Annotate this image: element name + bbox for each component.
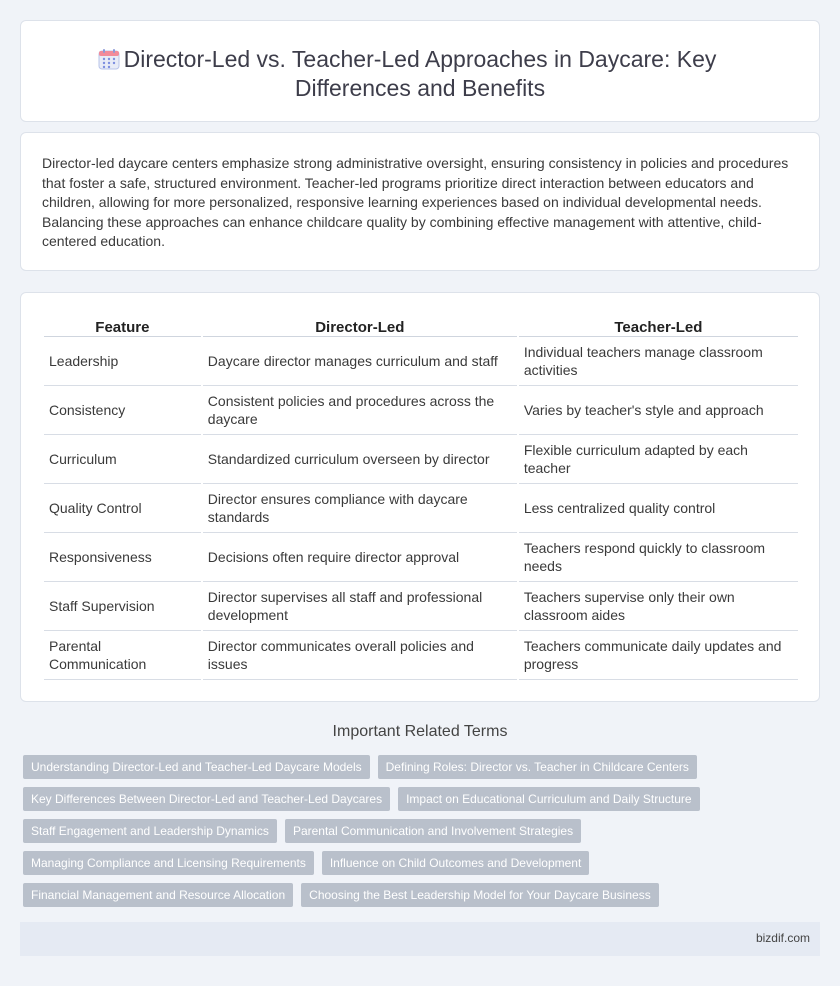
teacher-led-cell: Varies by teacher's style and approach [519,386,798,435]
teacher-led-cell: Teachers supervise only their own classroom aides [519,582,798,631]
site-name[interactable]: bizdif.com [755,931,810,945]
director-led-cell: Decisions often require director approval [203,533,517,582]
table-header-row [44,315,798,337]
teacher-led-cell: Teachers communicate daily updates and progress [519,631,798,680]
feature-cell: Leadership [44,337,201,386]
related-term-tag[interactable]: Financial Management and Resource Allocation [23,883,293,907]
page-title: Director-Led vs. Teacher-Led Approaches in Daycare: Key Differences and Benefits [123,46,717,101]
table-row [44,582,798,631]
director-led-cell: Daycare director manages curriculum and staff [203,337,517,386]
feature-cell: Curriculum [44,435,201,484]
director-led-cell: Director supervises all staff and professional development [203,582,517,631]
title-card [20,20,820,122]
teacher-led-cell: Less centralized quality control [519,484,798,533]
teacher-led-cell: Teachers respond quickly to classroom needs [519,533,798,582]
feature-cell: Consistency [44,386,201,435]
feature-cell: Parental Communication [44,631,201,680]
footer [20,922,820,956]
teacher-led-cell: Flexible curriculum adapted by each teacher [519,435,798,484]
table-row [44,435,798,484]
feature-cell: Quality Control [44,484,201,533]
director-led-cell: Director ensures compliance with daycare standards [203,484,517,533]
header-teacher-led: Teacher-Led [519,315,798,337]
related-term-tag[interactable]: Key Differences Between Director-Led and Teacher-Led Daycares [23,787,390,811]
table-row [44,533,798,582]
related-term-tag[interactable]: Parental Communication and Involvement Strategies [285,819,581,843]
header-feature: Feature [44,315,201,337]
related-term-tag[interactable]: Impact on Educational Curriculum and Daily Structure [398,787,699,811]
related-term-tag[interactable]: Understanding Director-Led and Teacher-Led Daycare Models [23,755,370,779]
related-term-tag[interactable]: Staff Engagement and Leadership Dynamics [23,819,277,843]
related-term-tag[interactable]: Defining Roles: Director vs. Teacher in Childcare Centers [378,755,697,779]
intro-card [20,132,820,271]
comparison-card [20,292,820,702]
table-row [44,337,798,386]
table-row [44,484,798,533]
intro-paragraph: Director-led daycare centers emphasize strong administrative oversight, ensuring consistency in policies and procedures that foster a safe, structured environment. Teacher-led programs prioritize direct interaction between educators and children, allowing for more personalized, responsive learning experiences based on individual developmental needs. Balancing these approaches can enhance childcare quality by combining effective management with attentive, child-centered education. [42,155,789,250]
feature-cell: Staff Supervision [44,582,201,631]
related-term-tag[interactable]: Influence on Child Outcomes and Development [322,851,589,875]
teacher-led-cell: Individual teachers manage classroom activities [519,337,798,386]
related-term-tag[interactable]: Choosing the Best Leadership Model for Your Daycare Business [301,883,659,907]
table-row [44,386,798,435]
comparison-table [42,315,800,680]
related-terms-list [23,755,723,915]
related-term-tag[interactable]: Managing Compliance and Licensing Requirements [23,851,314,875]
header-director-led: Director-Led [203,315,517,337]
director-led-cell: Director communicates overall policies and issues [203,631,517,680]
feature-cell: Responsiveness [44,533,201,582]
director-led-cell: Consistent policies and procedures across the daycare [203,386,517,435]
table-row [44,631,798,680]
related-terms-heading: Important Related Terms [332,723,508,740]
director-led-cell: Standardized curriculum overseen by director [203,435,517,484]
